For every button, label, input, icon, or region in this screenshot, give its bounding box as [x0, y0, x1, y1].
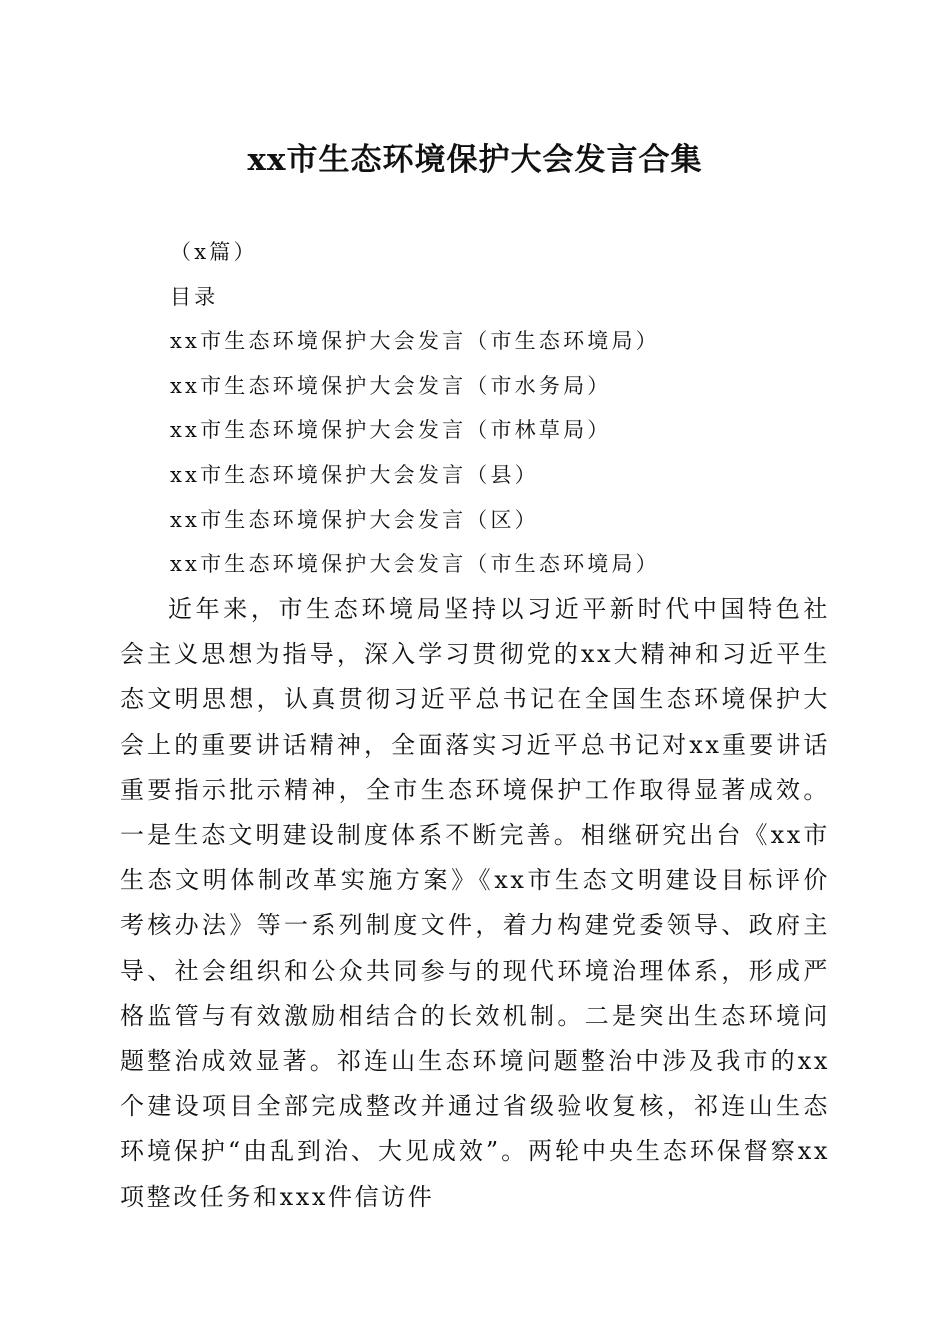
toc-item: xx市生态环境保护大会发言（区）: [170, 507, 539, 532]
toc-item: xx市生态环境保护大会发言（市林草局）: [170, 418, 612, 443]
document-title: xx市生态环境保护大会发言合集: [247, 142, 703, 178]
toc-item: xx市生态环境保护大会发言（县）: [170, 462, 539, 487]
toc-item: xx市生态环境保护大会发言（市生态环境局）: [170, 552, 660, 577]
toc-item: xx市生态环境保护大会发言（市生态环境局）: [170, 329, 660, 354]
count-note: （x篇）: [170, 240, 258, 264]
table-of-contents: [170, 230, 830, 587]
toc-heading: 目录: [170, 284, 219, 309]
body-paragraph: 近年来，市生态环境局坚持以习近平新时代中国特色社会主义思想为指导，深入学习贯彻党的xx大精神和习近平生态文明思想，认真贯彻习近平总书记在全国生态环境保护大会上的重要讲话精神，全面落实习近平总书记对xx重要讲话重要指示批示精神，全市生态环境保护工作取得显著成效。一是生态文明建设制度体系不断完善。相继研究出台《xx市生态文明体制改革实施方案》《xx市生态文明建设目标评价考核办法》等一系列制度文件，着力构建党委领导、政府主导、社会组织和公众共同参与的现代环境治理体系，形成严格监管与有效激励相结合的长效机制。二是突出生态环境问题整治成效显著。祁连山生态环境问题整治中涉及我市的xx个建设项目全部完成整改并通过省级验收复核，祁连山生态环境保护“由乱到治、大见成效”。两轮中央生态环保督察xx项整改任务和xxx件信访件: [120, 595, 830, 1211]
toc-item: xx市生态环境保护大会发言（市水务局）: [170, 373, 612, 398]
